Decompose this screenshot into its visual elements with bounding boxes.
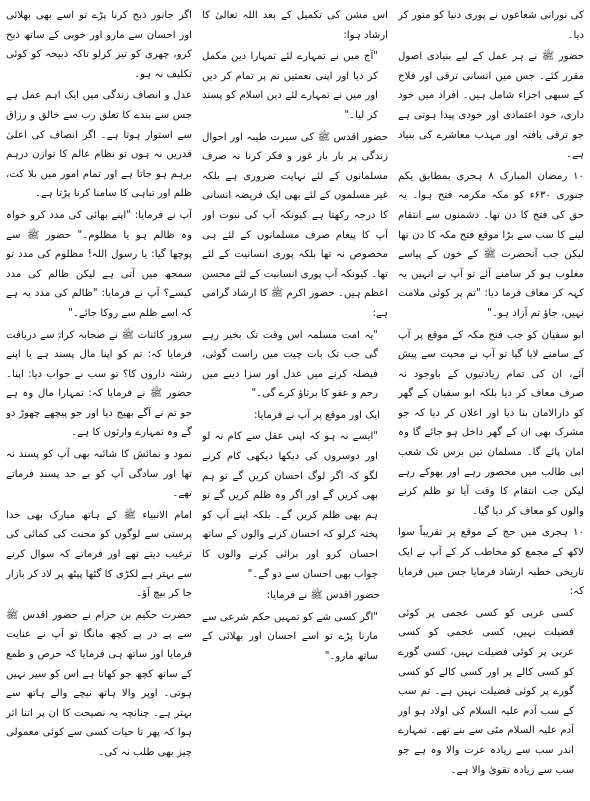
paragraph: امام الانبیاء ﷺ کے ہاتھ مبارک بھی خدا پرستی سے لوگوں کو محنت کی کمائی کی ترغیب دیتے تھے اور فرماتے کہ سوال کرنے سے بہتر ہے لکڑی کا گٹھا پیٹھ پر لاد کر بازار جا کر بیچ آؤ۔ [6, 509, 192, 600]
paragraph: ۱۰ ہجری میں حج کے موقع پر تقریباً سوا لاکھ کے مجمع کو مخاطب کر کے آپ نے ایک تاریخی خطبہ ارشاد فرمایا جس میں فرمایا کہ: [398, 527, 584, 598]
column-middle [202, 6, 388, 797]
paragraph: کی نورانی شعاعوں نے پوری دنیا کو منور کر دیا۔ [398, 10, 584, 41]
paragraph: عدل و انصاف زندگی میں ایک اہم عمل ہے جس سے بندے کا تعلق رب سے خالق و رزاق سے استوار ہوتا ہے۔ اگر انصاف کی اعلیٰ قدریں نہ ہوں تو نظام عالم کا توازن درہم برہم ہو جاتا ہے اور تمام امور میں بلا کت، ظلم اور تباہی کا سامنا کرنا پڑتا ہے۔ [6, 90, 192, 200]
paragraph: حضور اقدس ﷺ نے فرمایا: [266, 590, 380, 602]
paragraph: ۱۰ رمضان المبارک ۸ ہجری بمطابق یکم جنوری ۶۳۰ء کو مکہ مکرمہ فتح ہوا۔ یہ حق کی فتح کا دن تھا۔ دشمنوں سے انتقام لینے کا سب سے بڑا موقع فتح مکہ کا دن تھا لیکن جب آنحضرت ﷺ کے خون کے پیاسے مغلوب ہو کر سامنے آئے تو آپ نے انہیں یہ کہہ کر معاف فرما دیا: "تم پر کوئی ملامت نہیں، جاؤ تم آزاد ہو۔" [398, 170, 584, 319]
column-right [398, 6, 584, 797]
quote-paragraph: "آج میں نے تمہارے لئے تمہارا دین مکمل کر دیا اور اپنی نعمتیں تم پر تمام کر دیں اور میں نے تمہارے لئے دین اسلام کو پسند کر لیا۔" [202, 51, 378, 121]
paragraph: اگر جانور ذبح کرنا پڑے تو اسے بھی بھلائی اور احسان سے مارو اور خوبی کے ساتھ ذبح کرو، چھری کو تیز کرلو تاکہ ذبیحہ کو کوئی تکلیف نہ ہو۔ [6, 10, 192, 80]
quote-paragraph: "ایسے نہ ہو کہ اپنی عقل سے کام نہ لو اور دوسروں کی دیکھا دیکھی کام کرنے لگو کہ اگر لوگ احسان کریں گے تو ہم بھی کریں گے اور اگر وہ ظلم کریں گے تو ہم بھی ظلم کریں گے۔ بلکہ اپنے آپ کو پختہ کرلو کہ احسان کرنے والوں کے ساتھ احسان کرو اور برائی کرنے والوں کا جواب بھی احسان سے دو گے۔" [202, 431, 378, 580]
column-left [6, 6, 192, 797]
paragraph: آپ نے فرمایا: "اپنے بھائی کی مدد کرو خواہ وہ ظالم ہو یا مظلوم۔" حضور ﷺ سے پوچھا گیا: یا رسول اللہ! مظلوم کی مدد تو سمجھ میں آتی ہے لیکن ظالم کی مدد کیسے؟ آپ نے فرمایا: "ظالم کی مدد یہ ہے کہ اسے ظلم سے روکا جائے۔" [6, 209, 192, 319]
paragraph: اس مشن کی تکمیل کے بعد اللہ تعالیٰ کا ارشاد ہوا: [202, 10, 388, 41]
paragraph: حضرت حکیم بن حزام نے حضور اقدس ﷺ سے پے در پے کچھ مانگا تو آپ نے عنایت فرمایا اور ساتھ ہی فرمایا کہ حرص و طمع کے ساتھ کچھ جو کھاتا ہے اس کو سیر نہیں ہوتی۔ اوپر والا ہاتھ نیچے والے ہاتھ سے بہتر ہے۔ چنانچہ یہ نصیحت کا ان پر اتنا اثر ہوا کہ پھر تا حیات کسی سے کوئی معمولی چیز بھی طلب نہ کی۔ [6, 609, 192, 758]
paragraph: حضور ﷺ نے ہر عمل کے لیے بنیادی اصول مقرر کئے۔ جس میں انسانی ترقی اور فلاح کے سبھی اجزاء شامل ہیں۔ افراد میں خود داری، خود اعتمادی اور خودی پیدا ہوتی ہے جو ترقی یافتہ اور مہذب معاشرے کی بنیاد ہے۔ [398, 51, 584, 161]
paragraph: سرور کائنات ﷺ نے صحابہ کرامؓ سے دریافت فرمایا کہ: تم کو اپنا مال پسند ہے یا اپنے رشتہ داروں کا؟ تو سب نے جواب دیا: اپنا۔ حضور ﷺ نے فرمایا کہ: تمہارا مال وہ ہے جو تم نے آگے بھیج دیا اور جو پیچھے چھوڑ دو گے وہ تمہارے وارثوں کا ہے۔ [6, 329, 192, 439]
paragraph: ابو سفیان کو جب فتح مکہ کے موقع پر آپ کے سامنے لایا گیا تو آپ نے محبت سے پیش آئے، ان کی تمام زیادتیوں کے باوجود نہ صرف معاف کر دیا بلکہ ابو سفیان کے گھر کو دارالامان بنا دیا اور اعلان کر دیا کہ جو مشرک بھی ان کے گھر داخل ہو جائے گا وہ امان پائے گا۔ مسلمان تین برس تک شعب ابی طالب میں محصور رہے اور بھوکے رہے لیکن جب انتقام کا وقت آیا تو ظلم کرنے والوں کو معاف کر دیا گیا۔ [398, 329, 584, 517]
quote-paragraph: "اگر کسی شے کو تمہیں حکم شرعی سے مارنا پڑے تو اسے احسان اور بھلائی کے ساتھ مارو۔" [202, 611, 378, 662]
quote-paragraph: "یہ امت مسلمہ اس وقت تک بخیر رہے گی جب تک بات چیت میں راست گوئی، فیصلہ کرنے میں عدل اور سزا دینے میں رحم و عفو کا برتاؤ کرے گی۔" [202, 329, 378, 400]
paragraph: نمود و نمائش کا شائبہ بھی آپ کو پسند نہ تھا اور سادگی آپ کو بے حد پسند فرماتے تھے۔ [6, 449, 192, 500]
paragraph: حضور اقدس ﷺ کی سیرت طیبہ اور احوال زندگی پر بار بار غور و فکر کرنا نہ صرف مسلمانوں کے لئے نہایت ضروری ہے بلکہ غیر مسلموں کے لئے بھی ایک فریضہ انسانی کا درجہ رکھتا ہے کیونکہ آپ کی نبوت اور آپ کا پیغام صرف مسلمانوں کے لئے ہی مخصوص نہ تھا بلکہ پوری انسانیت کے لئے تھا۔ کیونکہ آپ پوری انسانیت کے لئے محسن اعظم ہیں۔ حضور اکرم ﷺ کا ارشاد گرامی ہے: [202, 131, 388, 319]
quote-paragraph: کسی عربی کو کسی عجمی پر کوئی فضیلت نہیں، کسی عجمی کو کسی عربی پر کوئی فضیلت نہیں، کسی گورے کو کسی کالے پر اور کسی کالے کو کسی گورے پر کوئی فضیلت نہیں ہے۔ تم سب کے سب آدم علیہ السلام کی اولاد ہو اور آدم علیہ السلام مٹی سے بنے تھے۔ تمہارے اندر سب سے زیادہ عزت والا وہ ہے جو سب سے زیادہ تقویٰ والا ہے۔ [398, 607, 574, 776]
paragraph: ایک اور موقع پر آپ نے فرمایا: [253, 409, 380, 421]
